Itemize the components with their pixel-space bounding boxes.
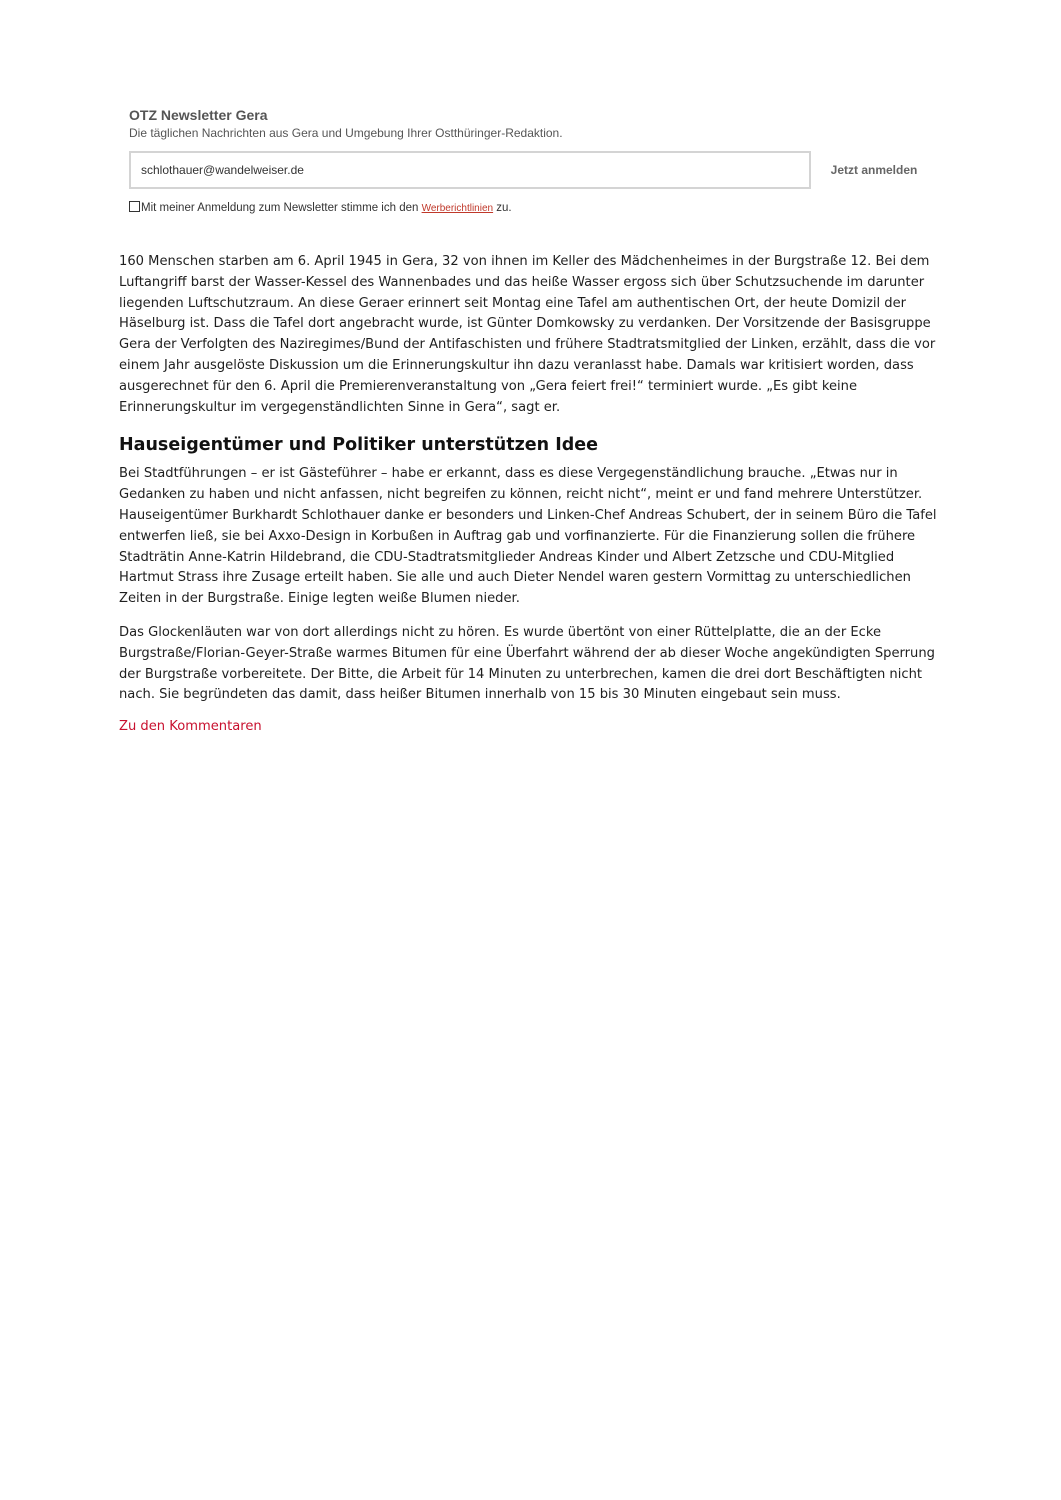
newsletter-subtitle: Die täglichen Nachrichten aus Gera und Umgebung Ihrer Ostthüringer-Redaktion. — [129, 126, 563, 140]
newsletter-signup — [129, 106, 939, 214]
subscribe-button[interactable]: Jetzt anmelden — [830, 163, 918, 177]
article-paragraph-2: Bei Stadtführungen – er ist Gästeführer – habe er erkannt, dass es diese Vergegenständlichung brauche. „Etwas nur in Gedanken zu haben und nicht anfassen, nicht begreifen zu können, reicht nicht“, meint er und fand mehrere Unterstützer. Hauseigentümer Burkhardt Schlothauer danke er besonders und Linken-Chef Andreas Schubert, der in seinem Büro die Tafel entwerfen ließ, sie bei Axxo-Design in Korbußen in Auftrag gab und vorfinanzierte. Für die Finanzierung sollen die frühere Stadträtin Anne-Katrin Hildebrand, die CDU-Stadtratsmitglieder Andreas Kinder und Albert Zetzsche und CDU-Mitglied Hartmut Strass ihre Zusage erteilt haben. Sie alle und auch Dieter Nendel waren gestern Vormittag zu unterschiedlichen Zeiten in der Burgstraße. Einige legten weiße Blumen nieder. — [119, 466, 937, 607]
consent-text-prefix: Mit meiner Anmeldung zum Newsletter stimme ich den — [141, 202, 422, 214]
newsletter-title: OTZ Newsletter Gera — [129, 107, 268, 123]
newsletter-form-row — [129, 151, 939, 189]
comments-link[interactable]: Zu den Kommentaren — [119, 719, 262, 735]
article-paragraph-1: 160 Menschen starben am 6. April 1945 in Gera, 32 von ihnen im Keller des Mädchenheimes in der Burgstraße 12. Bei dem Luftangriff barst der Wasser-Kessel des Wannenbades und das heiße Wasser ergoss sich über Schutzsuchende im darunter liegenden Luftschutzraum. An diese Geraer erinnert seit Montag eine Tafel am authentischen Ort, der heute Domizil der Häselburg ist. Dass die Tafel dort angebracht wurde, ist Günter Domkowsky zu verdanken. Der Vorsitzende der Basisgruppe Gera der Verfolgten des Naziregimes/Bund der Antifaschisten und frühere Stadtratsmitglied der Linken, erzählt, dass die vor einem Jahr ausgelöste Diskussion um die Erinnerungskultur ihn dazu veranlasst habe. Damals war kritisiert worden, dass ausgerechnet für den 6. April die Premierenveranstaltung von „Gera feiert frei!“ terminiert wurde. „Es gibt keine Erinnerungskultur im vergegenständlichten Sinne in Gera“, sagt er. — [119, 254, 936, 415]
newsletter-consent — [129, 200, 512, 217]
consent-text-suffix: zu. — [493, 202, 512, 214]
article-paragraph-3: Das Glockenläuten war von dort allerdings nicht zu hören. Es wurde übertönt von einer Rüttelplatte, die an der Ecke Burgstraße/Florian-Geyer-Straße warmes Bitumen für eine Überfahrt während der ab dieser Woche angekündigten Sperrung der Burgstraße vorbereitete. Der Bitte, die Arbeit für 14 Minuten zu unterbrechen, kamen die drei dort Beschäftigten nicht nach. Sie begründeten das damit, dass heißer Bitumen innerhalb von 15 bis 30 Minuten eingebaut sein muss. — [119, 624, 935, 703]
article-subheading: Hauseigentümer und Politiker unterstützen Idee — [119, 435, 598, 456]
advertising-guidelines-link[interactable]: Werberichtlinien — [421, 203, 494, 214]
consent-checkbox[interactable] — [129, 201, 140, 212]
article-body — [119, 252, 949, 738]
email-field[interactable]: schlothauer@wandelweiser.de — [129, 151, 811, 189]
